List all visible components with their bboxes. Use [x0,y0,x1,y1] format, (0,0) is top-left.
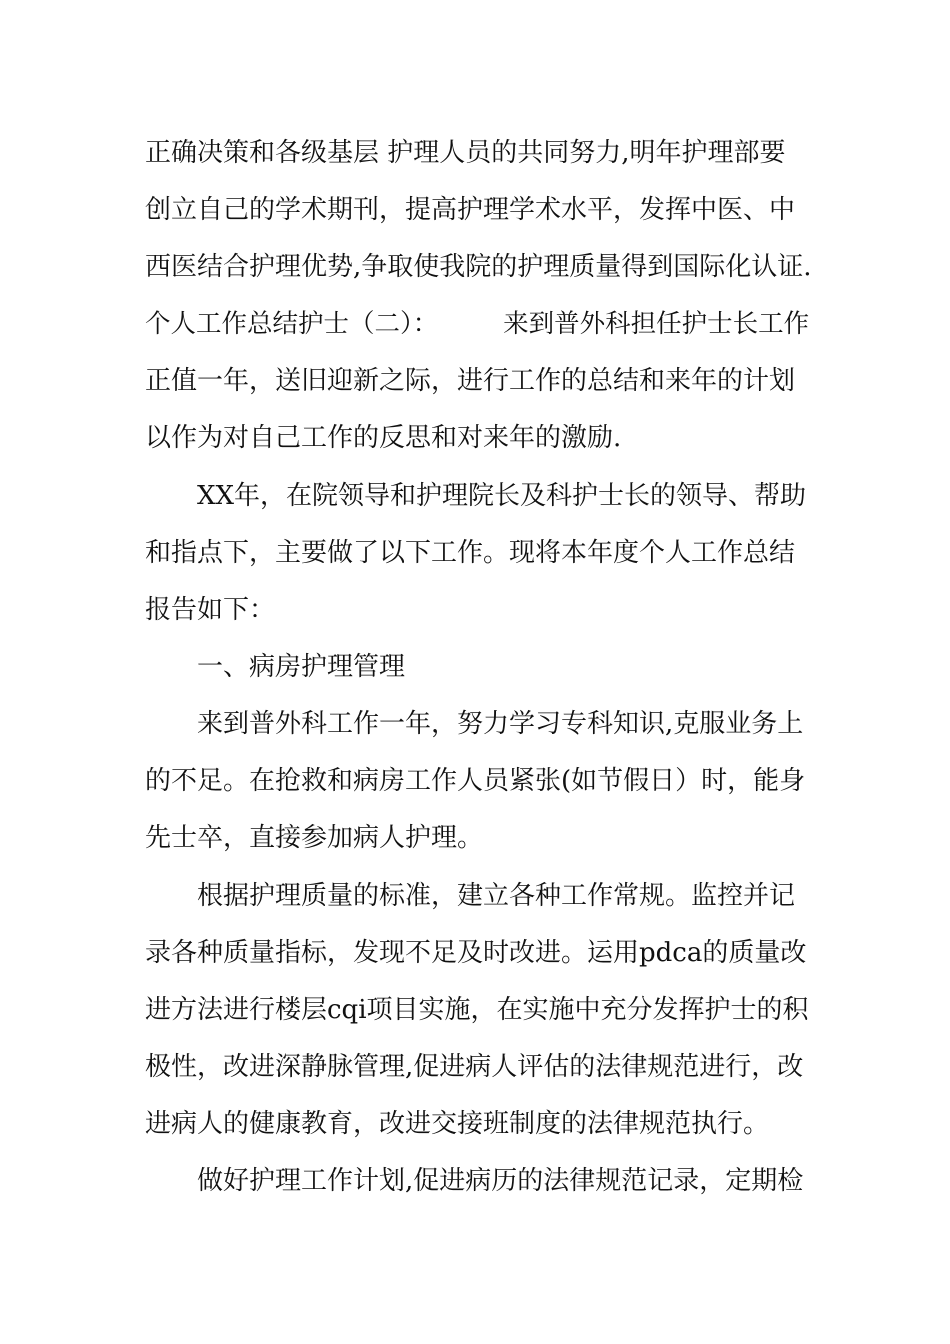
paragraph-first-line: 根据护理质量的标准，建立各种工作常规。监控并记 [197,881,796,911]
text-line: 进病人的健康教育，改进交接班制度的法律规范执行。 [145,1109,770,1139]
text-line: 录各种质量指标，发现不足及时改进。运用pdca的质量改 [145,938,807,968]
text-line: 正值一年，送旧迎新之际，进行工作的总结和来年的计划 [145,366,796,396]
text-line: 报告如下： [145,595,276,625]
paragraph-first-line: 做好护理工作计划,促进病历的法律规范记录，定期检 [197,1166,804,1196]
paragraph-first-line: XX年，在院领导和护理院长及科护士长的领导、帮助 [197,481,807,511]
text-line: 和指点下，主要做了以下工作。现将本年度个人工作总结 [145,538,796,568]
text-line: 个人工作总结护士（二）： 来到普外科担任护士长工作 [145,309,810,339]
section-heading: 一、病房护理管理 [197,652,406,682]
text-line: 先士卒，直接参加病人护理。 [145,823,484,853]
paragraph-first-line: 来到普外科工作一年，努力学习专科知识,克服业务上 [197,709,804,739]
text-line: 以作为对自己工作的反思和对来年的激励. [145,423,622,453]
text-line: 西医结合护理优势,争取使我院的护理质量得到国际化认证. [145,252,812,282]
text-line: 进方法进行楼层cqi项目实施，在实施中充分发挥护士的积 [145,995,809,1025]
text-line: 创立自己的学术期刊，提高护理学术水平，发挥中医、中 [145,195,796,225]
text-line: 的不足。在抢救和病房工作人员紧张(如节假日）时，能身 [145,766,806,796]
text-line: 极性，改进深静脉管理,促进病人评估的法律规范进行，改 [145,1052,804,1082]
text-line: 正确决策和各级基层 护理人员的共同努力,明年护理部要 [145,138,786,168]
